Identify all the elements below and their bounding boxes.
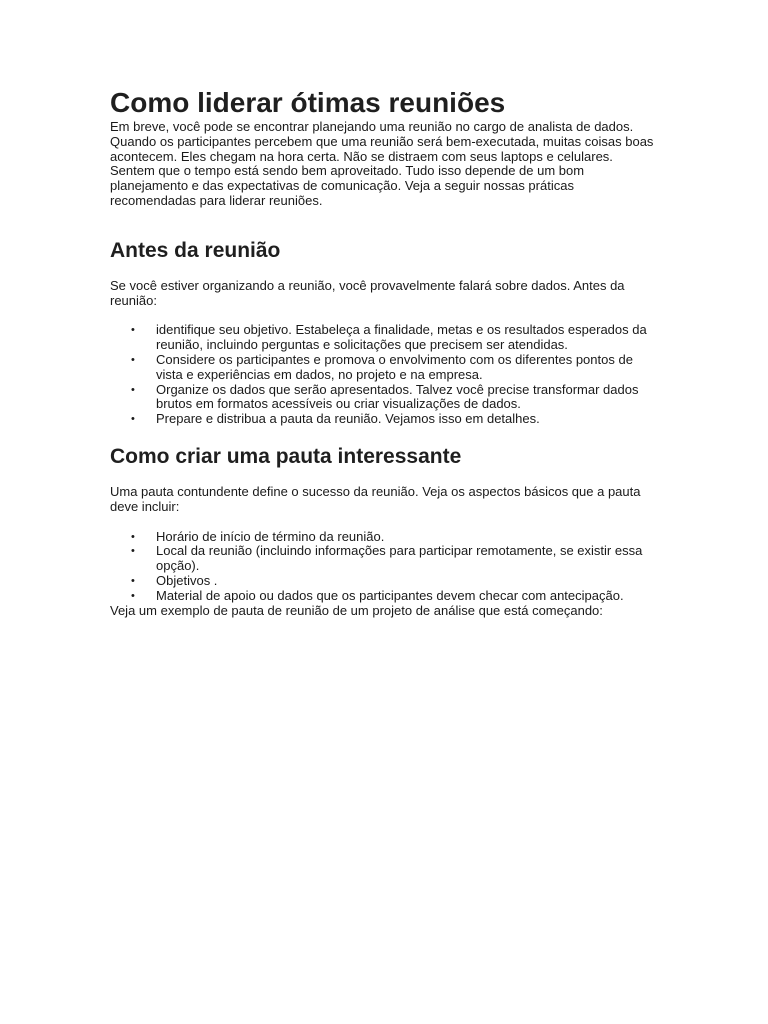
intro-paragraph: Em breve, você pode se encontrar planejando uma reunião no cargo de analista de dados. Quando os participantes percebem que uma reunião será bem-executada, muitas coisas boas acontecem. Eles chegam na hora certa. Não se distraem com seus laptops e celulares. Sentem que o tempo está sendo bem aproveitado. Tudo isso depende de um bom planejamento e das expectativas de comunicação. Veja a seguir nossas práticas recomendadas para liderar reuniões. xyxy=(110,119,654,208)
list-item xyxy=(110,530,658,545)
list-item-text: Prepare e distribua a pauta da reunião. Vejamos isso em detalhes. xyxy=(156,411,540,427)
section-heading-agenda: Como criar uma pauta interessante xyxy=(110,444,462,468)
agenda-list xyxy=(110,530,658,604)
list-item xyxy=(110,412,658,427)
before-meeting-list xyxy=(110,323,658,427)
list-item-text: Objetivos . xyxy=(156,572,218,588)
list-item-text: Organize os dados que serão apresentados. Talvez você precise transformar dados brutos em formatos acessíveis ou criar visualizações de dados. xyxy=(156,381,639,412)
bullet-icon: • xyxy=(131,324,135,337)
bullet-icon: • xyxy=(131,413,135,426)
list-item xyxy=(110,544,658,574)
bullet-icon: • xyxy=(131,353,135,366)
bullet-icon: • xyxy=(131,589,135,602)
agenda-example-paragraph: Veja um exemplo de pauta de reunião de um projeto de análise que está começando: xyxy=(110,602,603,618)
bullet-icon: • xyxy=(131,530,135,543)
list-item-text: Considere os participantes e promova o envolvimento com os diferentes pontos de vista e experiências em dados, no projeto e na empresa. xyxy=(156,351,633,382)
bullet-icon: • xyxy=(131,545,135,558)
list-item-text: Material de apoio ou dados que os participantes devem checar com antecipação. xyxy=(156,587,624,603)
before-meeting-paragraph: Se você estiver organizando a reunião, você provavelmente falará sobre dados. Antes da reunião: xyxy=(110,277,625,308)
document-page xyxy=(110,86,658,618)
list-item-text: Horário de início de término da reunião. xyxy=(156,528,385,544)
list-item xyxy=(110,323,658,353)
list-item xyxy=(110,589,658,604)
list-item xyxy=(110,383,658,413)
list-item xyxy=(110,574,658,589)
bullet-icon: • xyxy=(131,383,135,396)
list-item xyxy=(110,353,658,383)
section-heading-before-meeting: Antes da reunião xyxy=(110,238,281,262)
list-item-text: Local da reunião (incluindo informações para participar remotamente, se existir essa opção). xyxy=(156,543,643,574)
page-title: Como liderar ótimas reuniões xyxy=(110,87,506,118)
bullet-icon: • xyxy=(131,574,135,587)
list-item-text: identifique seu objetivo. Estabeleça a finalidade, metas e os resultados esperados da reunião, incluindo perguntas e solicitações que precisem ser atendidas. xyxy=(156,322,647,353)
agenda-paragraph: Uma pauta contundente define o sucesso da reunião. Veja os aspectos básicos que a pauta deve incluir: xyxy=(110,483,641,514)
